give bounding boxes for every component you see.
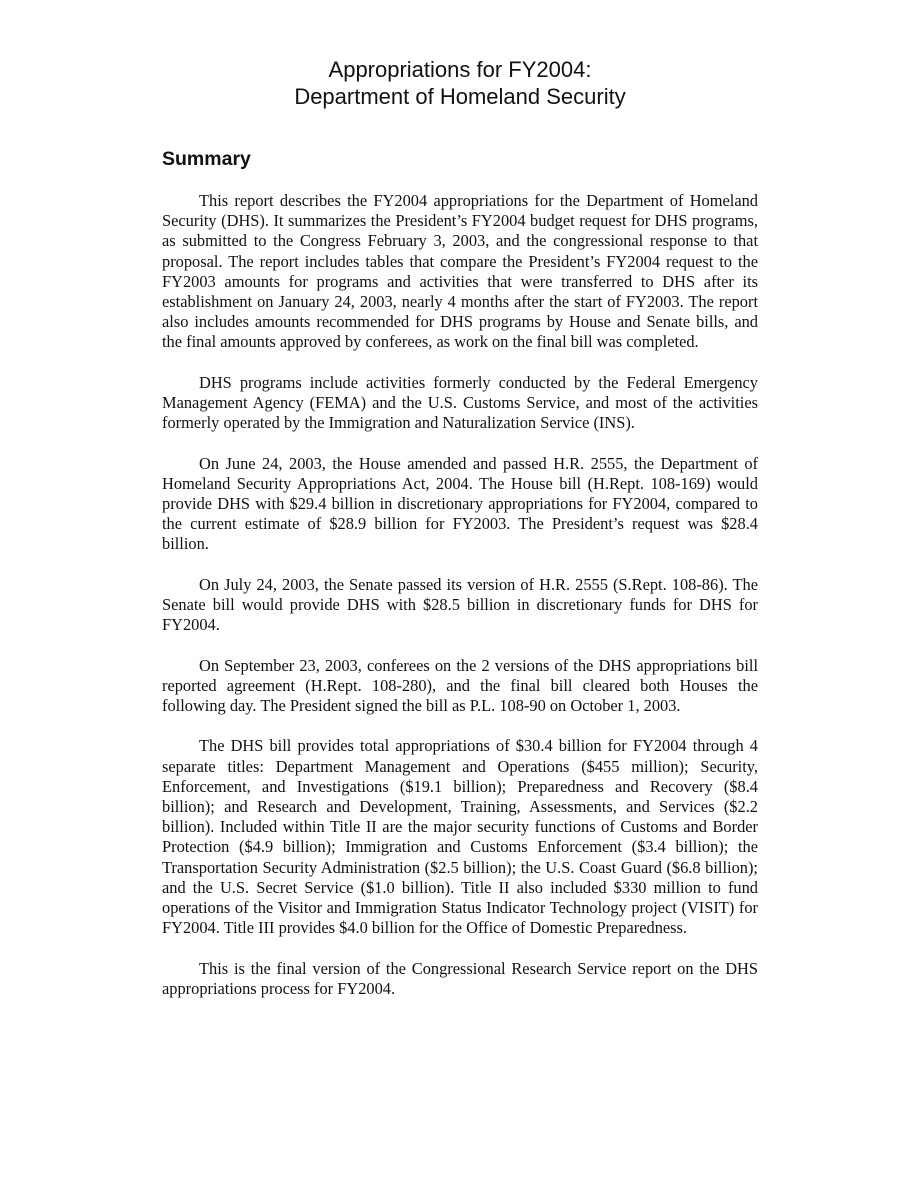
title-line-1: Appropriations for FY2004:	[328, 57, 592, 82]
summary-paragraph-4: On July 24, 2003, the Senate passed its version of H.R. 2555 (S.Rept. 108-86). The Senate bill would provide DHS with $28.5 billion in discretionary funds for DHS for FY2004.	[162, 574, 758, 635]
document-page	[162, 0, 758, 999]
summary-paragraph-2: DHS programs include activities formerly conducted by the Federal Emergency Management Agency (FEMA) and the U.S. Customs Service, and most of the activities formerly operated by the Immigration and Naturalization Service (INS).	[162, 372, 758, 433]
summary-paragraph-5: On September 23, 2003, conferees on the 2 versions of the DHS appropriations bill reported agreement (H.Rept. 108-280), and the final bill cleared both Houses the following day. The President signed the bill as P.L. 108-90 on October 1, 2003.	[162, 655, 758, 716]
page-title	[162, 56, 758, 110]
title-line-2: Department of Homeland Security	[294, 84, 626, 109]
summary-paragraph-7: This is the final version of the Congressional Research Service report on the DHS appropriations process for FY2004.	[162, 958, 758, 998]
summary-paragraph-3: On June 24, 2003, the House amended and passed H.R. 2555, the Department of Homeland Security Appropriations Act, 2004. The House bill (H.Rept. 108-169) would provide DHS with $29.4 billion in discretionary appropriations for FY2004, compared to the current estimate of $28.9 billion for FY2003. The President’s request was $28.4 billion.	[162, 453, 758, 554]
summary-heading: Summary	[162, 148, 251, 170]
summary-paragraph-6: The DHS bill provides total appropriations of $30.4 billion for FY2004 through 4 separate titles: Department Management and Operations ($455 million); Security, Enforcement, and Investigations ($19.1 billion); Preparedness and Recovery ($8.4 billion); and Research and Development, Training, Assessments, and Services ($2.2 billion). Included within Title II are the major security functions of Customs and Border Protection ($4.9 billion); Immigration and Customs Enforcement ($3.4 billion); the Transportation Security Administration ($2.5 billion); the U.S. Coast Guard ($6.8 billion); and the U.S. Secret Service ($1.0 billion). Title II also included $330 million to fund operations of the Visitor and Immigration Status Indicator Technology project (VISIT) for FY2004. Title III provides $4.0 billion for the Office of Domestic Preparedness.	[162, 736, 758, 938]
summary-paragraph-1: This report describes the FY2004 appropriations for the Department of Homeland Security (DHS). It summarizes the President’s FY2004 budget request for DHS programs, as submitted to the Congress February 3, 2003, and the congressional response to that proposal. The report includes tables that compare the President’s FY2004 request to the FY2003 amounts for programs and activities that were transferred to DHS after its establishment on January 24, 2003, nearly 4 months after the start of FY2003. The report also includes amounts recommended for DHS programs by House and Senate bills, and the final amounts approved by conferees, as work on the final bill was completed.	[162, 191, 758, 352]
